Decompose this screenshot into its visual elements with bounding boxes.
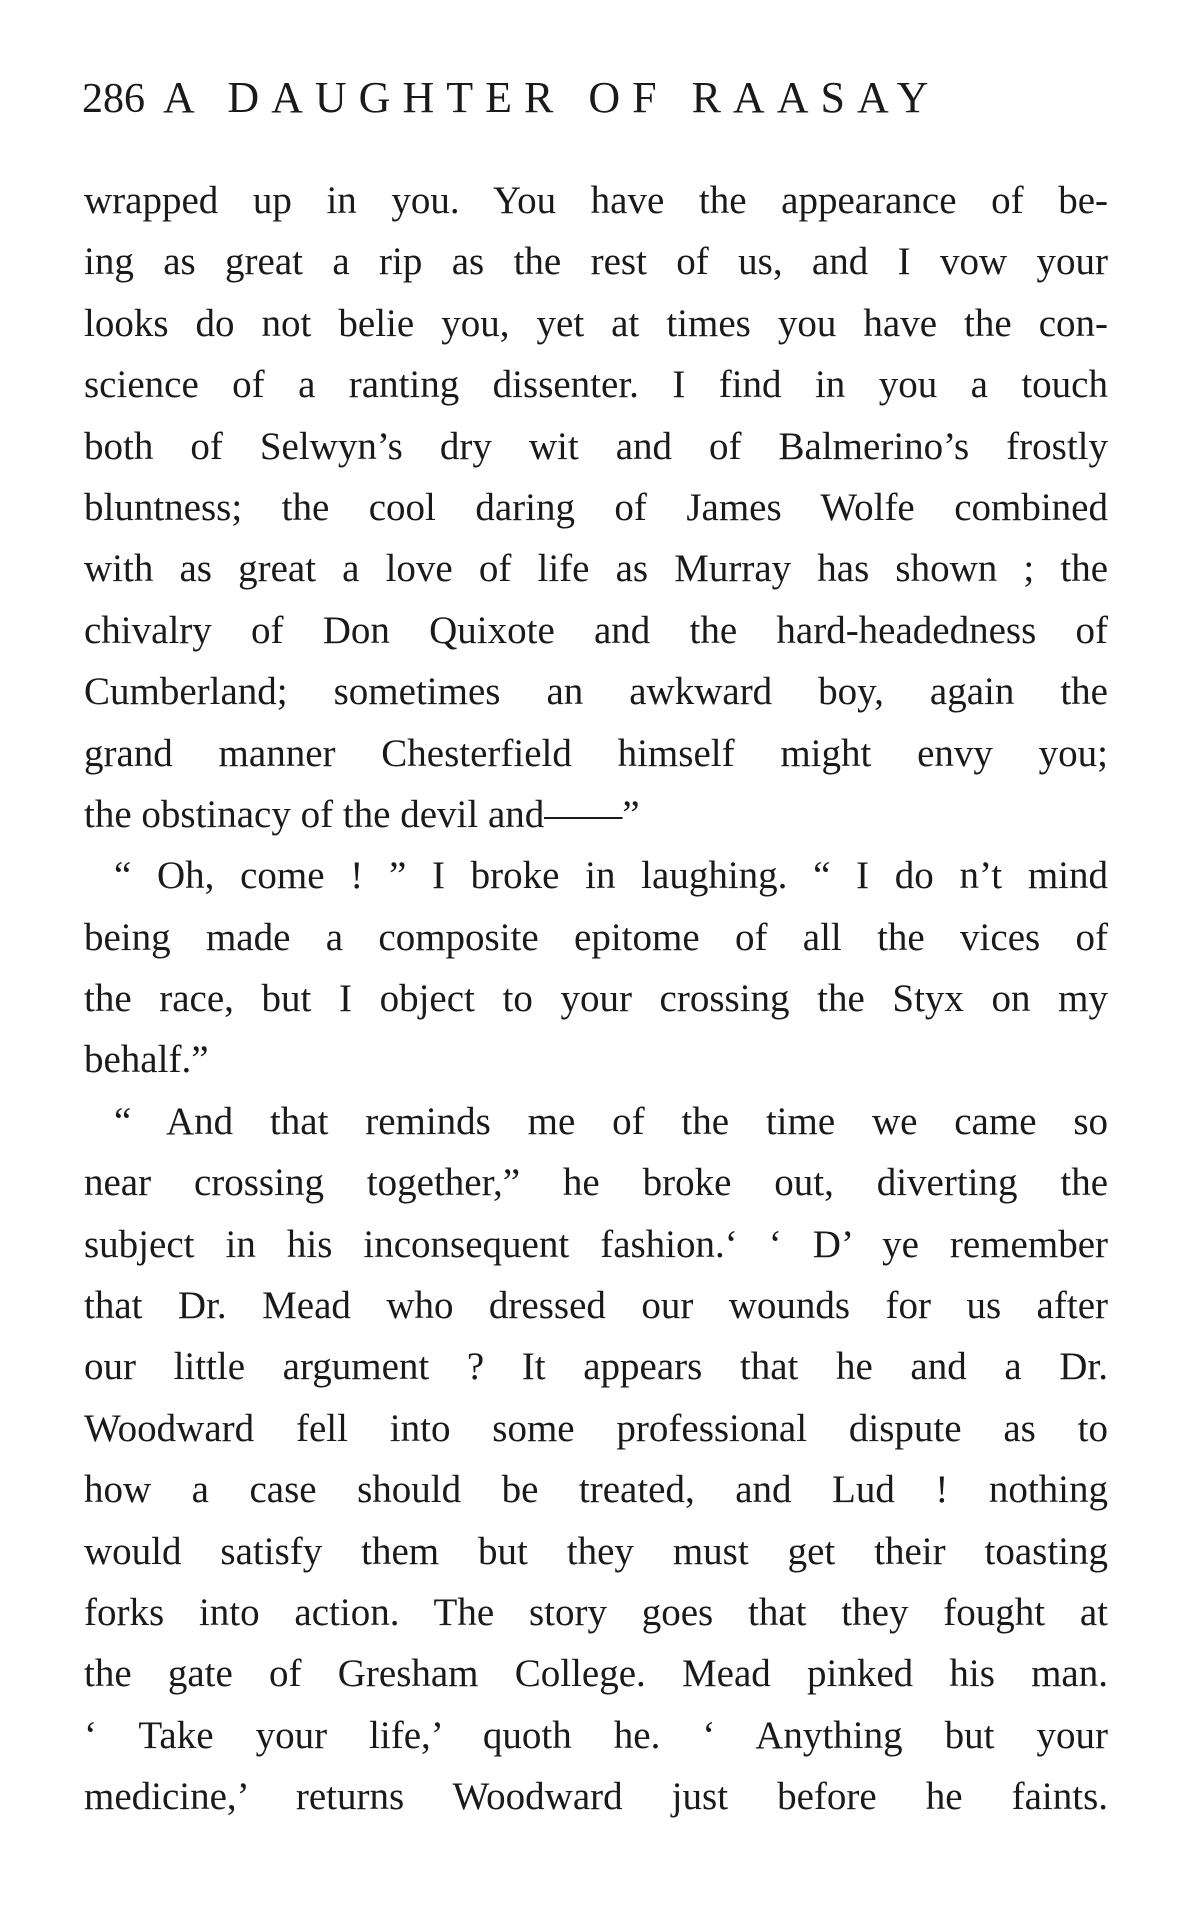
- book-title: A DAUGHTER OF RAASAY: [163, 73, 941, 122]
- text-line: both of Selwyn’s dry wit and of Balmerino’s frostly: [84, 424, 1108, 468]
- running-head: [82, 72, 1112, 132]
- text-line: Cumberland; sometimes an awkward boy, again the: [84, 670, 1108, 714]
- text-line: being made a composite epitome of all the vices of: [84, 915, 1108, 959]
- text-line: forks into action. The story goes that they fought at: [84, 1590, 1108, 1634]
- text-line: ing as great a rip as the rest of us, and I vow your: [84, 240, 1108, 284]
- text-line: the gate of Gresham College. Mead pinked his man.: [84, 1652, 1108, 1696]
- text-line: “ Oh, come ! ” I broke in laughing. “ I do n’t mind: [114, 854, 1108, 898]
- text-line: subject in his inconsequent fashion.‘ ‘ D’ ye remember: [84, 1222, 1108, 1266]
- text-line: our little argument ? It appears that he and a Dr.: [84, 1345, 1108, 1389]
- text-line: science of a ranting dissenter. I find in you a touch: [84, 363, 1108, 407]
- text-line: bluntness; the cool daring of James Wolfe combined: [84, 485, 1108, 529]
- text-line: how a case should be treated, and Lud ! nothing: [84, 1468, 1108, 1512]
- text-line: Woodward fell into some professional dispute as to: [84, 1406, 1108, 1450]
- text-line: the obstinacy of the devil and——”: [84, 792, 640, 836]
- text-line: that Dr. Mead who dressed our wounds for us after: [84, 1284, 1108, 1328]
- text-line: looks do not belie you, yet at times you have the con-: [84, 301, 1108, 345]
- text-line: the race, but I object to your crossing the Styx on my: [84, 977, 1108, 1021]
- body-text: [84, 170, 1108, 1828]
- text-line: would satisfy them but they must get their toasting: [84, 1529, 1108, 1573]
- text-line: “ And that reminds me of the time we came so: [114, 1099, 1108, 1143]
- text-line: ‘ Take your life,’ quoth he. ‘ Anything but your: [84, 1713, 1108, 1757]
- page-number: 286: [82, 76, 145, 122]
- text-line: medicine,’ returns Woodward just before he faints.: [84, 1775, 1108, 1819]
- text-line: near crossing together,” he broke out, diverting the: [84, 1161, 1108, 1205]
- text-line: with as great a love of life as Murray has shown ; the: [84, 547, 1108, 591]
- text-line: chivalry of Don Quixote and the hard-headedness of: [84, 608, 1108, 652]
- text-line: behalf.”: [84, 1038, 209, 1082]
- text-line: wrapped up in you. You have the appearance of be-: [84, 179, 1108, 222]
- text-line: grand manner Chesterfield himself might envy you;: [84, 731, 1108, 775]
